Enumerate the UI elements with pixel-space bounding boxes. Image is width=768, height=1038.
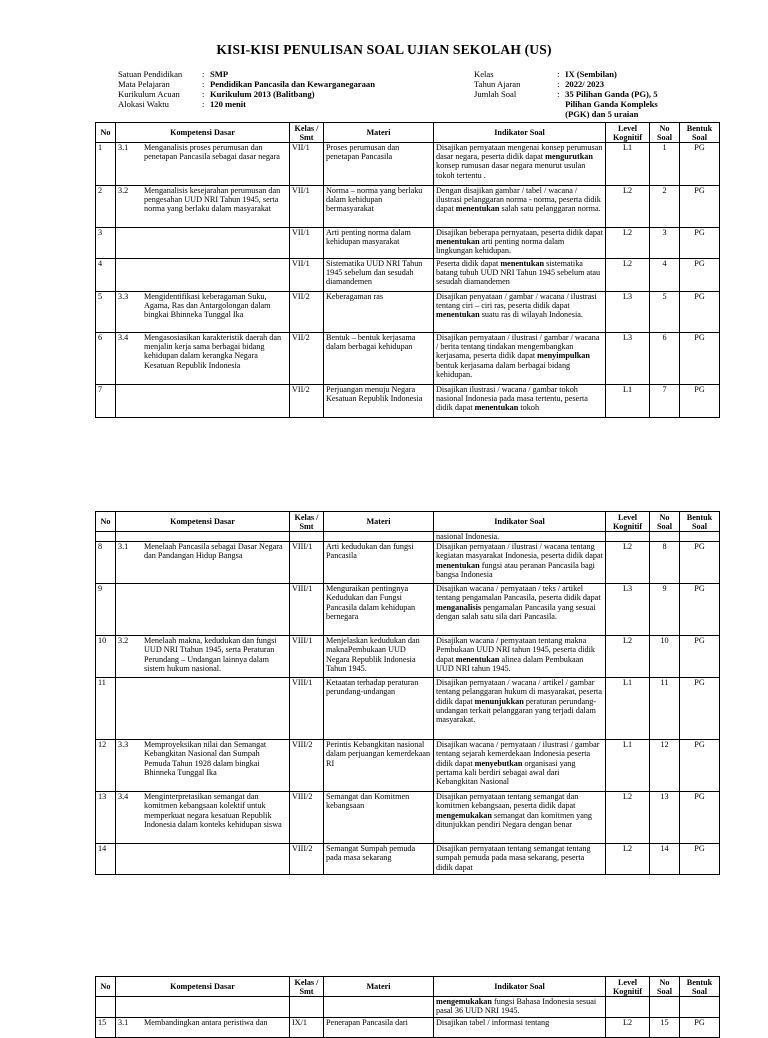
no-soal-cell: 1	[650, 143, 680, 186]
kompetensi-dasar-cell	[116, 542, 290, 584]
table-header-row	[96, 512, 720, 532]
indikator-cell	[434, 584, 606, 636]
materi-cell: Proses perumusan dan penetapan Pancasila	[324, 143, 434, 186]
meta-label: Mata Pelajaran	[118, 79, 170, 89]
indikator-text-rest: peraturan perundang-undangan terkait pelanggaran yang terjadi dalam masyarakat.	[436, 696, 597, 725]
level-kognitif-cell: L2	[606, 636, 650, 678]
indikator-text-rest: organisasi yang pertama kali berdiri sebagai awal dari Kebangkitan Nasional	[436, 758, 576, 787]
row-number: 4	[96, 259, 116, 292]
kelas-smt-cell: VIII/1	[290, 678, 324, 740]
table-row	[96, 636, 720, 678]
row-number: 11	[96, 678, 116, 740]
materi-cell: Perintis Kebangkitan nasional dalam perjuangan kemerdekaan RI	[324, 740, 434, 792]
materi-cell: Norma – norma yang berlaku dalam kehidupan bermasyarakat	[324, 186, 434, 228]
kd-text: Menelaah makna, kedudukan dan fungsi UUD NRI Ttahun 1945, serta Peraturan Perundang – Undangan lainnya dalam sistem hukum nasional.	[144, 636, 277, 673]
bentuk-soal-cell: PG	[680, 740, 720, 792]
level-kognitif-cell: L2	[606, 792, 650, 844]
indikator-cell	[434, 740, 606, 792]
bentuk-soal-cell: PG	[680, 636, 720, 678]
kelas-smt-cell: VII/1	[290, 186, 324, 228]
kelas-smt-cell: VIII/1	[290, 636, 324, 678]
indikator-cell	[434, 143, 606, 186]
indikator-verb: mengemukakan	[436, 997, 492, 1006]
kompetensi-dasar-cell	[116, 186, 290, 228]
kelas-smt-cell: VIII/2	[290, 740, 324, 792]
table-row	[96, 542, 720, 584]
header-indikator-soal: Indikator Soal	[434, 123, 606, 143]
kompetensi-dasar-cell	[116, 678, 290, 740]
kd-number: 3.3	[118, 292, 129, 301]
meta-label: Jumlah Soal	[474, 89, 517, 99]
meta-row-jumlah: Jumlah Soal : 35 Pilihan Ganda (PG), 5 Pilihan Ganda Kompleks (PGK) dan 5 uraian	[474, 89, 674, 119]
indikator-text-rest: salah satu pelanggaran norma.	[499, 204, 601, 214]
table-row	[96, 678, 720, 740]
indikator-text-rest: semangat dan komitmen yang ditunjukkan pendiri Negara dengan benar	[436, 810, 593, 829]
table-row	[96, 740, 720, 792]
indikator-cell	[434, 292, 606, 333]
materi-cell: Semangat dan Komitmen kebangsaan	[324, 792, 434, 844]
empty-cell	[650, 532, 680, 542]
meta-label: Satuan Pendidikan	[118, 69, 183, 79]
table-row	[96, 333, 720, 385]
kelas-smt-cell: VII/2	[290, 292, 324, 333]
level-kognitif-cell: L3	[606, 333, 650, 385]
indikator-text-rest: pengamalan Pancasila yang sesuai dengan salah satu sila dari Pancasila.	[436, 602, 596, 621]
meta-value: 35 Pilihan Ganda (PG), 5 Pilihan Ganda Kompleks (PGK) dan 5 uraian	[565, 89, 658, 119]
kompetensi-dasar-cell	[116, 792, 290, 844]
materi-cell: Bentuk – bentuk kerjasama dalam berbagai kehidupan	[324, 333, 434, 385]
no-soal-cell: 14	[650, 844, 680, 875]
kelas-smt-cell: VIII/1	[290, 542, 324, 584]
level-kognitif-cell: L2	[606, 259, 650, 292]
level-kognitif-cell: L2	[606, 228, 650, 259]
kisi-kisi-table-page-1	[95, 122, 720, 418]
indikator-text-rest: arti penting norma dalam lingkungan kehidupan.	[436, 237, 565, 256]
bentuk-soal-cell: PG	[680, 792, 720, 844]
kelas-smt-cell: VIII/2	[290, 792, 324, 844]
indikator-cell	[434, 228, 606, 259]
indikator-cell	[434, 259, 606, 292]
header-bentuk-soal: Bentuk Soal	[680, 123, 720, 143]
indikator-text: nasional Indonesia.	[436, 532, 500, 541]
indikator-continuation	[434, 532, 606, 542]
no-soal-cell: 7	[650, 385, 680, 418]
indikator-text: Disajikan pernyataan tentang semangat tentang sumpah pemuda pada masa sekarang, peserta didik dapat	[436, 844, 591, 872]
empty-cell	[650, 997, 680, 1018]
header-materi: Materi	[324, 123, 434, 143]
indikator-verb: menentukan	[500, 259, 545, 268]
empty-cell	[324, 997, 434, 1018]
empty-cell	[606, 997, 650, 1018]
kisi-kisi-table-page-2	[95, 511, 720, 875]
indikator-text-rest: fungsi atau peranan Pancasila bagi bangsa Indonesia	[436, 560, 595, 579]
level-kognitif-cell: L3	[606, 584, 650, 636]
indikator-verb: menentukan	[474, 403, 519, 413]
no-soal-cell: 4	[650, 259, 680, 292]
bentuk-soal-cell: PG	[680, 143, 720, 186]
no-soal-cell: 13	[650, 792, 680, 844]
materi-cell: Keberagaman ras	[324, 292, 434, 333]
meta-label: Kurikulum Acuan	[118, 89, 180, 99]
materi-cell: Ketaatan terhadap peraturan perundang-undangan	[324, 678, 434, 740]
materi-cell: Semangat Sumpah pemuda pada masa sekarang	[324, 844, 434, 875]
indikator-verb: menentukan	[436, 560, 480, 570]
indikator-text-rest: sistematika batang tubuh UUD NRI Tahun 1945 sebelum atau sesudah diamandemen	[436, 259, 601, 287]
table-row	[96, 292, 720, 333]
kd-text: Menganalisis proses perumusan dan penetapan Pancasila sebagai dasar negara	[144, 143, 280, 162]
indikator-cell	[434, 844, 606, 875]
kompetensi-dasar-cell	[116, 385, 290, 418]
kelas-smt-cell: VII/1	[290, 228, 324, 259]
empty-cell	[96, 997, 116, 1018]
kompetensi-dasar-cell	[116, 584, 290, 636]
indikator-verb: menentukan	[436, 237, 480, 247]
kompetensi-dasar-cell	[116, 844, 290, 875]
empty-cell	[290, 532, 324, 542]
carry-over-row	[96, 997, 720, 1018]
meta-value: SMP	[210, 69, 229, 79]
indikator-text: Disajikan tabel / informasi tentang	[436, 1018, 550, 1027]
indikator-text: Disajikan wacana / pernyataan / ilustrasi / gambar tentang sejarah kemerdekaan Indonesia peserta didik dapat	[436, 740, 600, 768]
header-materi: Materi	[324, 512, 434, 532]
kompetensi-dasar-cell	[116, 292, 290, 333]
indikator-text-rest: bentuk kerjasama dalam berbagai bidang kehidupan.	[436, 360, 571, 379]
header-no-soal: No Soal	[650, 977, 680, 997]
row-number: 13	[96, 792, 116, 844]
indikator-verb: mengurutkan	[545, 152, 593, 162]
no-soal-cell: 5	[650, 292, 680, 333]
indikator-continuation	[434, 997, 606, 1018]
table-row	[96, 259, 720, 292]
level-kognitif-cell: L1	[606, 143, 650, 186]
bentuk-soal-cell: PG	[680, 584, 720, 636]
empty-cell	[116, 532, 290, 542]
meta-value: 120 menit	[210, 99, 247, 109]
kelas-smt-cell: VII/2	[290, 385, 324, 418]
header-level-kognitif: Level Kognitif	[606, 123, 650, 143]
level-kognitif-cell: L1	[606, 740, 650, 792]
table-row	[96, 584, 720, 636]
header-level-kognitif: Level Kognitif	[606, 977, 650, 997]
header-kompetensi-dasar: Kompetensi Dasar	[116, 123, 290, 143]
indikator-text: Disajikan penyataan / gambar / wacana / ilustrasi tentang ciri – ciri ras, peserta didik dapat	[436, 292, 597, 311]
meta-value: Pendidikan Pancasila dan Kewarganegaraan	[210, 79, 375, 89]
no-soal-cell: 11	[650, 678, 680, 740]
header-kelas-smt: Kelas / Smt	[290, 977, 324, 997]
level-kognitif-cell: L2	[606, 1018, 650, 1038]
no-soal-cell: 12	[650, 740, 680, 792]
row-number: 6	[96, 333, 116, 385]
kompetensi-dasar-cell	[116, 228, 290, 259]
kelas-smt-cell: IX/1	[290, 1018, 324, 1038]
indikator-text: Disajikan pernyataan tentang semangat dan komitmen kebangsaan, peserta didik dapat	[436, 792, 579, 811]
row-number: 9	[96, 584, 116, 636]
bentuk-soal-cell: PG	[680, 678, 720, 740]
bentuk-soal-cell: PG	[680, 542, 720, 584]
empty-cell	[96, 532, 116, 542]
meta-row-mapel: Mata Pelajaran : Pendidikan Pancasila dan Kewarganegaraan	[118, 79, 375, 89]
bentuk-soal-cell: PG	[680, 186, 720, 228]
row-number: 8	[96, 542, 116, 584]
level-kognitif-cell: L2	[606, 542, 650, 584]
empty-cell	[680, 997, 720, 1018]
header-indikator-soal: Indikator Soal	[434, 512, 606, 532]
table-row	[96, 844, 720, 875]
meta-label: Tahun Ajaran	[474, 79, 521, 89]
indikator-text: Dengan disajikan gambar / tabel / wacana / ilustrasi pelanggaran norma - norma, peserta didik dapat	[436, 186, 601, 214]
table-row	[96, 228, 720, 259]
kd-number: 3.1	[118, 542, 129, 552]
kd-number: 3.2	[118, 636, 129, 646]
bentuk-soal-cell: PG	[680, 292, 720, 333]
header-level-kognitif: Level Kognitif	[606, 512, 650, 532]
meta-left	[118, 69, 375, 109]
row-number: 7	[96, 385, 116, 418]
indikator-text: Disajikan ilustrasi / wacana / gambar tokoh nasional Indonesia pada masa tertentu, peserta didik dapat	[436, 385, 588, 413]
no-soal-cell: 9	[650, 584, 680, 636]
level-kognitif-cell: L2	[606, 186, 650, 228]
kd-number: 3.1	[118, 143, 129, 152]
header-no: No	[96, 123, 116, 143]
indikator-cell	[434, 1018, 606, 1038]
bentuk-soal-cell: PG	[680, 844, 720, 875]
meta-row-kurikulum: Kurikulum Acuan : Kurikulum 2013 (Balitbang)	[118, 89, 315, 99]
header-bentuk-soal: Bentuk Soal	[680, 512, 720, 532]
row-number: 3	[96, 228, 116, 259]
kd-number: 3.1	[118, 1018, 129, 1027]
indikator-text-rest: alinea dalam Pembukaan UUD NRI tahun 1945.	[436, 654, 584, 673]
indikator-text: Disajikan pernyataan mengenai konsep perumusan dasar negara, peserta didik dapat	[436, 143, 603, 162]
table-row	[96, 385, 720, 418]
materi-cell: Menjelaskan kedudukan dan maknaPembukaan UUD Negara Republik Indonesia Tahun 1945.	[324, 636, 434, 678]
indikator-cell	[434, 636, 606, 678]
indikator-verb: menentukan	[436, 310, 480, 320]
document-title: KISI-KISI PENULISAN SOAL UJIAN SEKOLAH (US)	[216, 42, 552, 57]
indikator-text: Disajikan pernyataan / ilustrasi / wacana tentang kegiatan masyarakat Indonesia, peserta didik dapat	[436, 542, 603, 561]
kd-text: Menelaah Pancasila sebagai Dasar Negara dan Pandangan Hidup Bangsa	[144, 542, 283, 561]
row-number: 10	[96, 636, 116, 678]
header-kelas-smt: Kelas / Smt	[290, 512, 324, 532]
carry-over-row	[96, 532, 720, 542]
table-row	[96, 1018, 720, 1038]
indikator-verb: menentukan	[455, 204, 500, 214]
indikator-text: Disajikan beberapa pernyataan, peserta didik dapat	[436, 228, 603, 237]
kompetensi-dasar-cell	[116, 740, 290, 792]
indikator-text-rest: tokoh	[518, 403, 540, 413]
materi-cell: Perjuangan menuju Negara Kesatuan Republik Indonesia	[324, 385, 434, 418]
kd-text: Mengidentifikasi keberagaman Suku, Agama, Ras dan Antargolongan dalam bingkai Bhinneka Tunggal Ika	[144, 292, 271, 320]
table-row	[96, 186, 720, 228]
empty-cell	[606, 532, 650, 542]
kelas-smt-cell: VII/1	[290, 143, 324, 186]
meta-label: Alokasi Waktu	[118, 99, 169, 109]
bentuk-soal-cell: PG	[680, 333, 720, 385]
bentuk-soal-cell: PG	[680, 259, 720, 292]
kisi-kisi-table-page-3	[95, 976, 720, 1038]
no-soal-cell: 8	[650, 542, 680, 584]
materi-cell: Arti penting norma dalam kehidupan masyarakat	[324, 228, 434, 259]
materi-cell: Penerapan Pancasila dari	[324, 1018, 434, 1038]
kd-number: 3.2	[118, 186, 129, 195]
kd-text: Menganalisis kesejarahan perumusan dan pengesahan UUD NRI Tahun 1945, serta norma yang berlaku dalam masyarakat	[144, 186, 281, 214]
kelas-smt-cell: VII/2	[290, 333, 324, 385]
bentuk-soal-cell: PG	[680, 385, 720, 418]
header-kompetensi-dasar: Kompetensi Dasar	[116, 977, 290, 997]
row-number: 12	[96, 740, 116, 792]
indikator-text: Disajikan wacana / pernyataan tentang makna Pembukaan UUD NRI tahun 1945, peserta didik dapat	[436, 636, 595, 664]
row-number: 14	[96, 844, 116, 875]
table-header-row	[96, 123, 720, 143]
kd-text: Memproyeksikan nilai dan Semangat Kebangkitan Nasional dan Sumpah Pemuda Tahun 1928 dalam bingkai Bhinneka Tunggal Ika	[144, 740, 267, 777]
kompetensi-dasar-cell	[116, 143, 290, 186]
kompetensi-dasar-cell	[116, 636, 290, 678]
meta-value: Kurikulum 2013 (Balitbang)	[210, 89, 315, 99]
level-kognitif-cell: L1	[606, 678, 650, 740]
meta-value: IX (Sembilan)	[565, 69, 617, 79]
kelas-smt-cell: VIII/1	[290, 584, 324, 636]
indikator-cell	[434, 186, 606, 228]
level-kognitif-cell: L2	[606, 844, 650, 875]
no-soal-cell: 15	[650, 1018, 680, 1038]
row-number: 2	[96, 186, 116, 228]
indikator-cell	[434, 542, 606, 584]
materi-cell: Menguraikan pentingnya Kedudukan dan Fungsi Pancasila dalam kehidupan bernegara	[324, 584, 434, 636]
no-soal-cell: 2	[650, 186, 680, 228]
kd-text: Membandingkan antara peristiwa dan	[144, 1018, 268, 1027]
header-indikator-soal: Indikator Soal	[434, 977, 606, 997]
indikator-text: Disajikan wacana / pernyataan / teks / artikel tentang pengamalan Pancasila, peserta didik dapat	[436, 584, 601, 603]
kd-text: Menginterpretasikan semangat dan komitmen kebangsaan kolektif untuk memperkuat negara kesatuan Republik Indonesia dalam konteks kehidupan siswa	[144, 792, 282, 829]
bentuk-soal-cell: PG	[680, 1018, 720, 1038]
header-kelas-smt: Kelas / Smt	[290, 123, 324, 143]
empty-cell	[290, 997, 324, 1018]
indikator-text: Peserta didik dapat	[436, 259, 501, 268]
kd-number: 3.4	[118, 333, 129, 342]
meta-row-tahun: Tahun Ajaran : 2022/ 2023	[474, 79, 674, 89]
table-row	[96, 792, 720, 844]
header-bentuk-soal: Bentuk Soal	[680, 977, 720, 997]
indikator-verb: menentukan	[455, 654, 500, 664]
meta-label: Kelas	[474, 69, 494, 79]
table-row	[96, 143, 720, 186]
materi-cell: Sistematika UUD NRI Tahun 1945 sebelum dan sesudah diamandemen	[324, 259, 434, 292]
header-kompetensi-dasar: Kompetensi Dasar	[116, 512, 290, 532]
meta-row-alokasi: Alokasi Waktu : 120 menit	[118, 99, 247, 109]
indikator-cell	[434, 678, 606, 740]
kd-text: Mengasosiasikan karakteristik daerah dan menjalin kerja sama berbagai bidang kehidupan dalam kerangka Negara Kesatuan Republik Indonesia	[144, 333, 282, 370]
header-materi: Materi	[324, 977, 434, 997]
indikator-verb: menganalisis	[436, 602, 482, 612]
kompetensi-dasar-cell	[116, 259, 290, 292]
indikator-text: Disajikan pernyataan / ilustrasi / gambar / wacana / berita tentang tindakan mengembangkan kerjasama, peserta didik dapat	[436, 333, 600, 361]
indikator-cell	[434, 333, 606, 385]
header-no: No	[96, 512, 116, 532]
no-soal-cell: 3	[650, 228, 680, 259]
row-number: 15	[96, 1018, 116, 1038]
no-soal-cell: 6	[650, 333, 680, 385]
kompetensi-dasar-cell	[116, 1018, 290, 1038]
indikator-text-rest: fungsi Bahasa Indonesia sesuai pasal 36 UUD NRI 1945.	[436, 997, 597, 1016]
no-soal-cell: 10	[650, 636, 680, 678]
meta-row-satuan: Satuan Pendidikan : SMP	[118, 69, 229, 79]
indikator-verb: menunjukkan	[474, 696, 524, 706]
meta-right	[474, 69, 674, 119]
row-number: 5	[96, 292, 116, 333]
header-no: No	[96, 977, 116, 997]
indikator-verb: menyimpulkan	[537, 351, 590, 361]
materi-cell: Arti kedudukan dan fungsi Pancasila	[324, 542, 434, 584]
kd-number: 3.4	[118, 792, 129, 802]
meta-row-kelas: Kelas : IX (Sembilan)	[474, 69, 674, 79]
indikator-verb: menyebutkan	[474, 758, 523, 768]
kompetensi-dasar-cell	[116, 333, 290, 385]
empty-cell	[116, 997, 290, 1018]
empty-cell	[324, 532, 434, 542]
indikator-text-rest: suatu ras di wilayah Indonesia.	[479, 310, 583, 320]
indikator-verb: mengemukakan	[436, 810, 492, 820]
level-kognitif-cell: L1	[606, 385, 650, 418]
kelas-smt-cell: VIII/2	[290, 844, 324, 875]
header-no-soal: No Soal	[650, 123, 680, 143]
kd-number: 3.3	[118, 740, 129, 750]
indikator-text-rest: konsep rumusan dasar negara menurut usulan tokoh tertentu .	[436, 161, 586, 180]
row-number: 1	[96, 143, 116, 186]
bentuk-soal-cell: PG	[680, 228, 720, 259]
indikator-cell	[434, 385, 606, 418]
empty-cell	[680, 532, 720, 542]
level-kognitif-cell: L3	[606, 292, 650, 333]
table-header-row	[96, 977, 720, 997]
indikator-cell	[434, 792, 606, 844]
header-no-soal: No Soal	[650, 512, 680, 532]
meta-value: 2022/ 2023	[565, 79, 605, 89]
kelas-smt-cell: VII/1	[290, 259, 324, 292]
indikator-text: Disajikan pernyataan / wacana / artikel / gambar tentang pelanggaran hukum di masyarakat, peserta didik dapat	[436, 678, 602, 706]
